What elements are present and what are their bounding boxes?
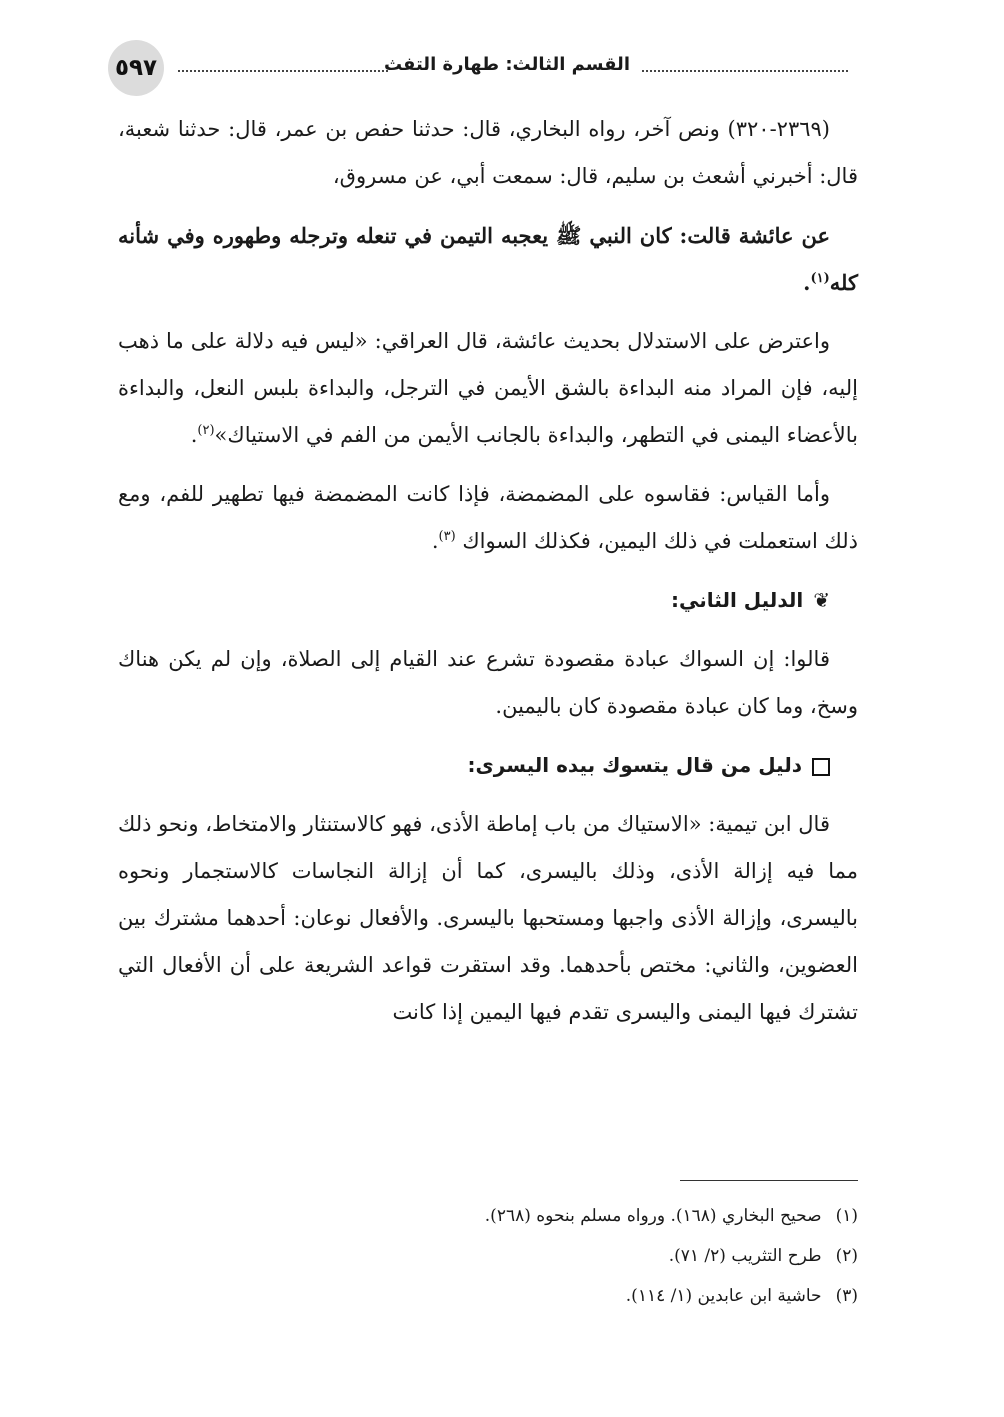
section-heading-second-evidence <box>118 577 830 624</box>
footnote-item <box>118 1276 858 1316</box>
heading-text: دليل من قال يتسوك بيده اليسرى: <box>467 753 802 777</box>
analogy-text: وأما القياس: فقاسوه على المضمضة، فإذا كانت المضمضة فيها تطهير للفم، ومع ذلك استعملت في ذلك اليمين، فكذلك السواك <box>118 482 858 553</box>
footnote-number: (٢) <box>835 1246 858 1266</box>
ibn-taymiyya-quote: قال ابن تيمية: «الاستياك من باب إماطة الأذى، فهو كالاستنثار والامتخاط، ونحو ذلك مما فيه إزالة الأذى، وذلك باليسرى، كما أن إزالة النجاسات كالاستجمار ونحوه باليسرى، وإزالة الأذى واجبها ومستحبها باليسرى. والأفعال نوعان: أحدهما مشترك بين العضوين، والثاني: مختص بأحدهما. وقد استقرت قواعد الشريعة على أن الأفعال التي تشترك فيها اليمنى واليسرى تقدم فيها اليمين إذا كانت <box>118 812 858 1024</box>
page-body <box>118 106 858 1048</box>
footnote-number: (٣) <box>835 1286 858 1306</box>
hadith-matn: عن عائشة قالت: كان النبي ﷺ يعجبه التيمن في تنعله وترجله وطهوره وفي شأنه كله <box>118 223 858 295</box>
running-header-title: القسم الثالث: طهارة التفث <box>383 54 630 75</box>
objection-text: واعترض على الاستدلال بحديث عائشة، قال العراقي: «ليس فيه دلالة على ما ذهب إليه، فإن المراد منه البداءة بالشق الأيمن في الترجل، والبداءة بلبس النعل، والبداءة بالأعضاء اليمنى في التطهر، والبداءة بالجانب الأيمن من الفم في الاستياك» <box>118 329 858 447</box>
page-header <box>108 40 848 96</box>
footnote-text: حاشية ابن عابدين (١/ ١١٤). <box>625 1286 822 1306</box>
dotted-leader-right <box>642 58 848 72</box>
period: . <box>190 423 198 447</box>
page-number: ٥٩٧ <box>108 40 164 96</box>
period: . <box>431 529 439 553</box>
paragraph-ibn-taymiyya <box>118 801 858 1036</box>
footnote-item <box>118 1236 858 1276</box>
footnote-text: صحيح البخاري (١٦٨). ورواه مسلم بنحوه (٢٦٨). <box>484 1206 822 1226</box>
footnote-ref-2: (٢) <box>197 423 215 438</box>
section-heading-left-hand <box>118 742 830 789</box>
footnote-ref-1: (١) <box>810 271 830 286</box>
footnote-ref-3: (٣) <box>438 529 456 544</box>
footnote-text: طرح التثريب (٢/ ٧١). <box>668 1246 822 1266</box>
period: . <box>803 270 811 295</box>
paragraph-analogy <box>118 471 858 565</box>
footnotes <box>118 1196 858 1316</box>
paragraph-hadith-text <box>118 212 858 306</box>
paragraph-hadith <box>118 106 858 200</box>
paragraph-second-evidence <box>118 636 858 730</box>
hadith-chain: (٢٣٦٩-٣٢٠) ونص آخر، رواه البخاري، قال: حدثنا حفص بن عمر، قال: حدثنا شعبة، قال: أخبرني أشعث بن سليم، قال: سمعت أبي، عن مسروق، <box>118 117 858 188</box>
second-evidence-text: قالوا: إن السواك عبادة مقصودة تشرع عند القيام إلى الصلاة، وإن لم يكن هناك وسخ، وما كان عبادة مقصودة كان باليمين. <box>118 647 858 718</box>
paragraph-objection <box>118 318 858 459</box>
footnote-item <box>118 1196 858 1236</box>
footnote-separator <box>680 1180 858 1181</box>
footnote-number: (١) <box>835 1206 858 1226</box>
square-bullet-icon <box>812 758 830 776</box>
dotted-leader-left <box>178 58 388 72</box>
leaf-ornament-icon: ❦ <box>813 588 830 612</box>
heading-text: الدليل الثاني: <box>671 588 804 612</box>
